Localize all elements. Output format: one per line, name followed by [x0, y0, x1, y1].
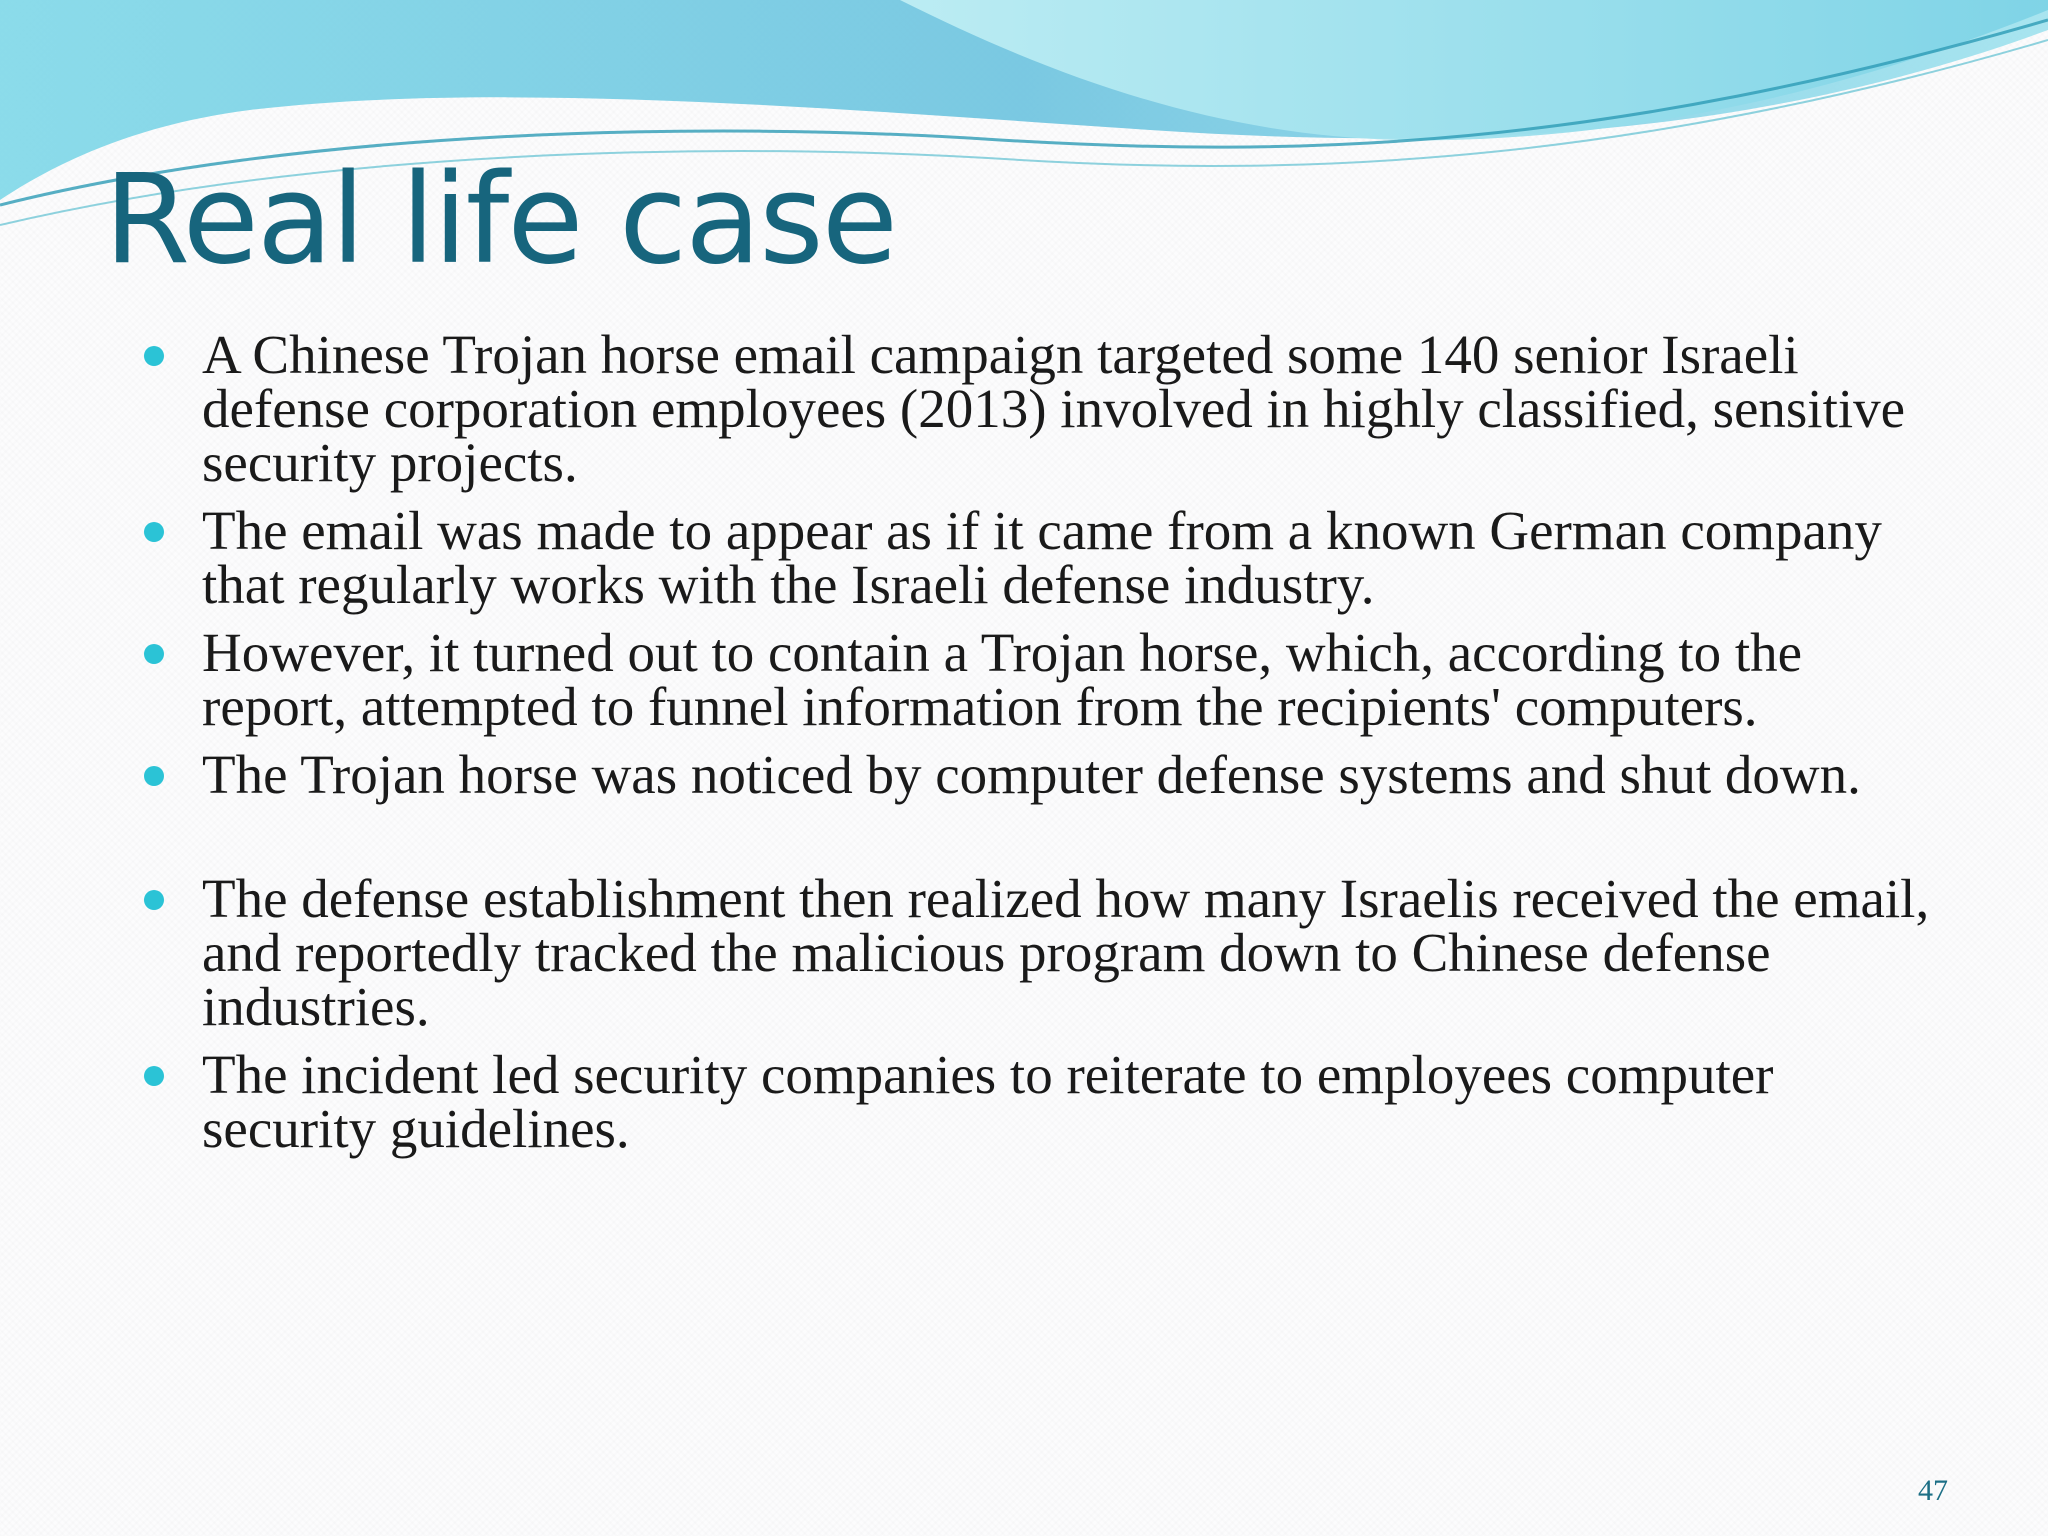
- bullet-item: [140, 500, 1940, 615]
- bullet-dot-icon: [144, 1066, 164, 1086]
- bullet-dot-icon: [144, 522, 164, 542]
- bullet-item: [140, 744, 1940, 805]
- bullet-text: The incident led security companies to reiterate to employees computer security guidelines.: [202, 1044, 1774, 1159]
- bullet-dot-icon: [144, 766, 164, 786]
- bullet-dot-icon: [144, 644, 164, 664]
- bullet-text: The email was made to appear as if it came from a known German company that regularly works with the Israeli defense industry.: [202, 500, 1882, 615]
- slide-title: Real life case: [104, 148, 897, 292]
- bullet-dot-icon: [144, 346, 164, 366]
- bullet-item: [140, 622, 1940, 737]
- bullet-text: However, it turned out to contain a Trojan horse, which, according to the report, attempted to funnel information from the recipients' computers.: [202, 622, 1803, 737]
- page-number: 47: [1918, 1474, 1948, 1507]
- bullet-text: A Chinese Trojan horse email campaign targeted some 140 senior Israeli defense corporation employees (2013) involved in highly classified, sensitive security projects.: [202, 324, 1906, 493]
- bullet-text: The defense establishment then realized how many Israelis received the email, and reportedly tracked the malicious program down to Chinese defense industries.: [202, 868, 1930, 1037]
- bullet-dot-icon: [144, 890, 164, 910]
- bullet-item: [140, 1044, 1940, 1159]
- bullet-list: [140, 324, 1940, 1170]
- bullet-item: [140, 324, 1940, 493]
- bullet-item: [140, 868, 1940, 1037]
- bullet-text: The Trojan horse was noticed by computer defense systems and shut down.: [202, 744, 1861, 805]
